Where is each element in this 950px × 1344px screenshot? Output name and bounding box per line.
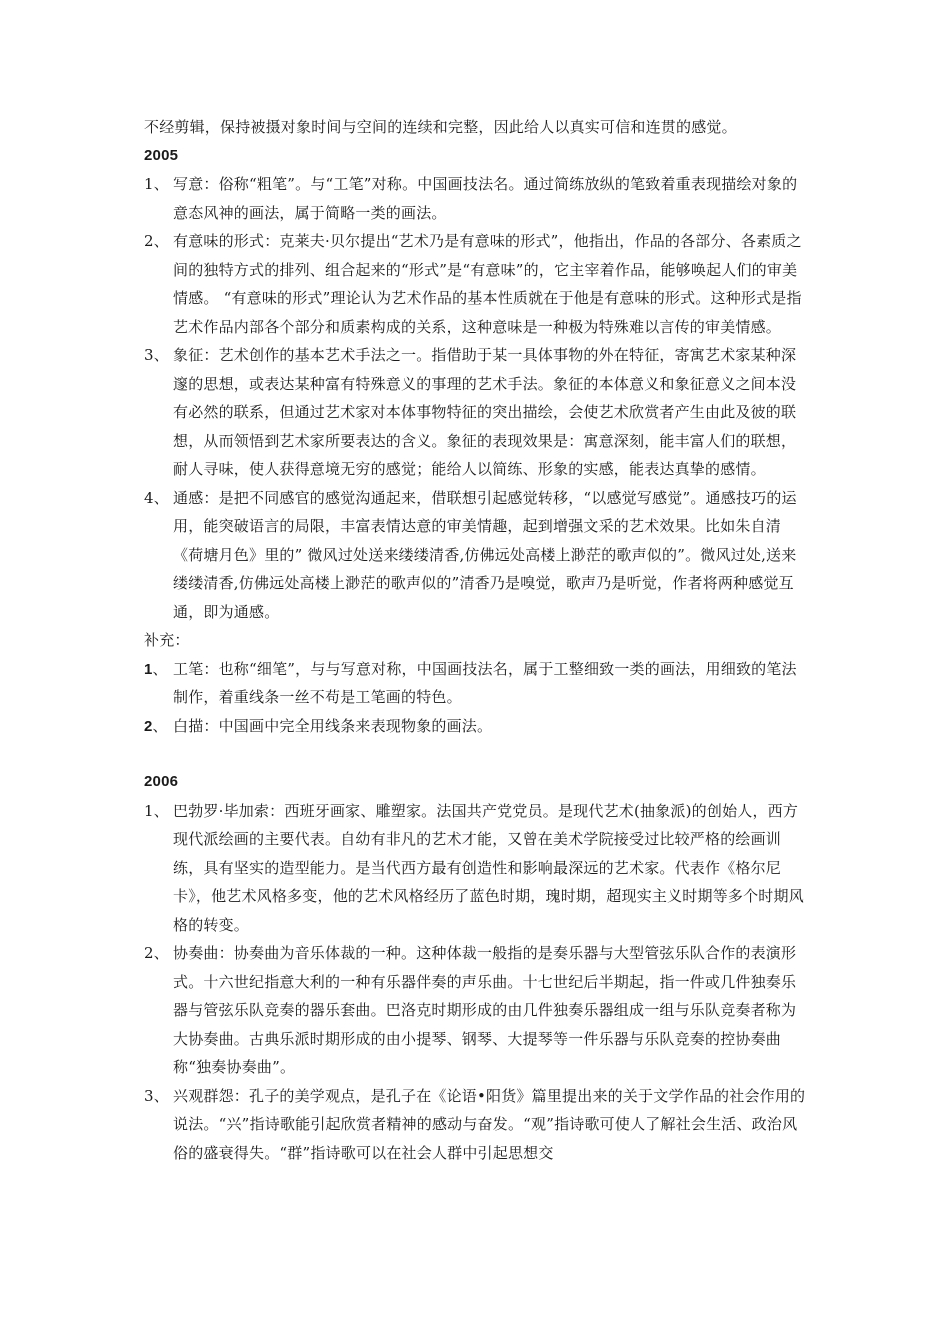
supplement-item-2 bbox=[144, 712, 810, 741]
item-text: 工笔：也称“细笔”，与与写意对称，中国画技法名，属于工整细致一类的画法，用细致的笔法制作，着重线条一丝不苟是工笔画的特色。 bbox=[173, 659, 797, 706]
item-number: 2、 bbox=[144, 944, 169, 962]
item-text: 兴观群怨：孔子的美学观点，是孔子在《论语•阳货》篇里提出来的关于文学作品的社会作用的说法。“兴”指诗歌能引起欣赏者精神的感动与奋发。“观”指诗歌可使人了解社会生活、政治风俗的盛衰得失。“群”指诗歌可以在社会人群中引起思想交 bbox=[173, 1086, 806, 1162]
year-heading-2006: 2006 bbox=[144, 773, 179, 790]
supplement-label: 补充： bbox=[144, 631, 190, 649]
item-number: 2、 bbox=[144, 232, 169, 250]
item-number-sep: 、 bbox=[152, 659, 168, 678]
item-number-sep: 、 bbox=[152, 716, 168, 735]
supplement-item-1 bbox=[144, 655, 810, 712]
item-number bbox=[144, 712, 168, 742]
item-text: 有意味的形式：克莱夫·贝尔提出“艺术乃是有意味的形式”，他指出，作品的各部分、各素质之间的独特方式的排列、组合起来的“形式”是“有意味”的，它主宰着作品，能够唤起人们的审美情感。 “有意味的形式”理论认为艺术作品的基本性质就在于他是有意味的形式。这种形式是指艺术作品内部各个部分和质素构成的关系，这种意味是一种极为特殊难以言传的审美情感。 bbox=[173, 232, 802, 336]
glossary-item-2006-2 bbox=[144, 939, 810, 1082]
item-number: 4、 bbox=[144, 488, 169, 507]
year-heading-2005: 2005 bbox=[144, 146, 179, 164]
intro-line: 不经剪辑，保持被摄对象时间与空间的连续和完整，因此给人以真实可信和连贯的感觉。 bbox=[144, 118, 737, 136]
item-number: 1、 bbox=[144, 175, 169, 193]
item-text: 象征：艺术创作的基本艺术手法之一。指借助于某一具体事物的外在特征，寄寓艺术家某种深邃的思想，或表达某种富有特殊意义的事理的艺术手法。象征的本体意义和象征意义之间本没有必然的联系，但通过艺术家对本体事物特征的突出描绘，会使艺术欣赏者产生由此及彼的联想，从而领悟到艺术家所要表达的含义。象征的表现效果是：寓意深刻，能丰富人们的联想，耐人寻味，使人获得意境无穷的感觉；能给人以简练、形象的实感，能表达真挚的感情。 bbox=[173, 346, 797, 478]
item-text: 写意：俗称“粗笔”。与“工笔”对称。中国画技法名。通过简练放纵的笔致着重表现描绘对象的意态风神的画法，属于简略一类的画法。 bbox=[173, 175, 798, 222]
item-text: 白描：中国画中完全用线条来表现物象的画法。 bbox=[173, 716, 493, 735]
item-text: 通感：是把不同感官的感觉沟通起来，借联想引起感觉转移，“以感觉写感觉”。通感技巧的运用，能突破语言的局限，丰富表情达意的审美情趣，起到增强文采的艺术效果。比如朱自清《荷塘月色》里的” 微风过处送来缕缕清香,仿佛远处高楼上渺茫的歌声似的”。微风过处,送来缕缕清香,仿佛远处高楼上渺茫的歌声似的”清香乃是嗅觉，歌声乃是听觉，作者将两种感觉互通，即为通感。 bbox=[173, 488, 797, 621]
item-number-digit: 2 bbox=[144, 717, 153, 735]
item-text: 协奏曲：协奏曲为音乐体裁的一种。这种体裁一般指的是奏乐器与大型管弦乐队合作的表演形式。十六世纪指意大利的一种有乐器伴奏的声乐曲。十七世纪后半期起，指一件或几件独奏乐器与管弦乐队竞奏的器乐套曲。巴洛克时期形成的由几件独奏乐器组成一组与乐队竞奏者称为大协奏曲。古典乐派时期形成的由小提琴、钢琴、大提琴等一件乐器与乐队竞奏的控协奏曲称“独奏协奏曲”。 bbox=[173, 944, 797, 1076]
section-spacer bbox=[144, 740, 810, 768]
item-text: 巴勃罗·毕加索：西班牙画家、雕塑家。法国共产党党员。是现代艺术(抽象派)的创始人，西方现代派绘画的主要代表。自幼有非凡的艺术才能，又曾在美术学院接受过比较严格的绘画训练，具有坚实的造型能力。是当代西方最有创造性和影响最深远的艺术家。代表作《格尔尼卡》，他艺术风格多变，他的艺术风格经历了蓝色时期，瑰时期，超现实主义时期等多个时期风格的转变。 bbox=[173, 801, 804, 934]
item-number bbox=[144, 655, 168, 685]
item-number: 1、 bbox=[144, 801, 169, 820]
item-number: 3、 bbox=[144, 1086, 169, 1105]
glossary-item-2005-3 bbox=[144, 341, 810, 484]
item-number-digit: 1 bbox=[144, 660, 153, 678]
document-page bbox=[144, 113, 810, 1167]
glossary-item-2006-3 bbox=[144, 1082, 810, 1168]
glossary-item-2006-1 bbox=[144, 797, 810, 940]
glossary-item-2005-4 bbox=[144, 484, 810, 627]
glossary-item-2005-1 bbox=[144, 170, 810, 227]
glossary-item-2005-2 bbox=[144, 227, 810, 341]
item-number: 3、 bbox=[144, 346, 169, 364]
